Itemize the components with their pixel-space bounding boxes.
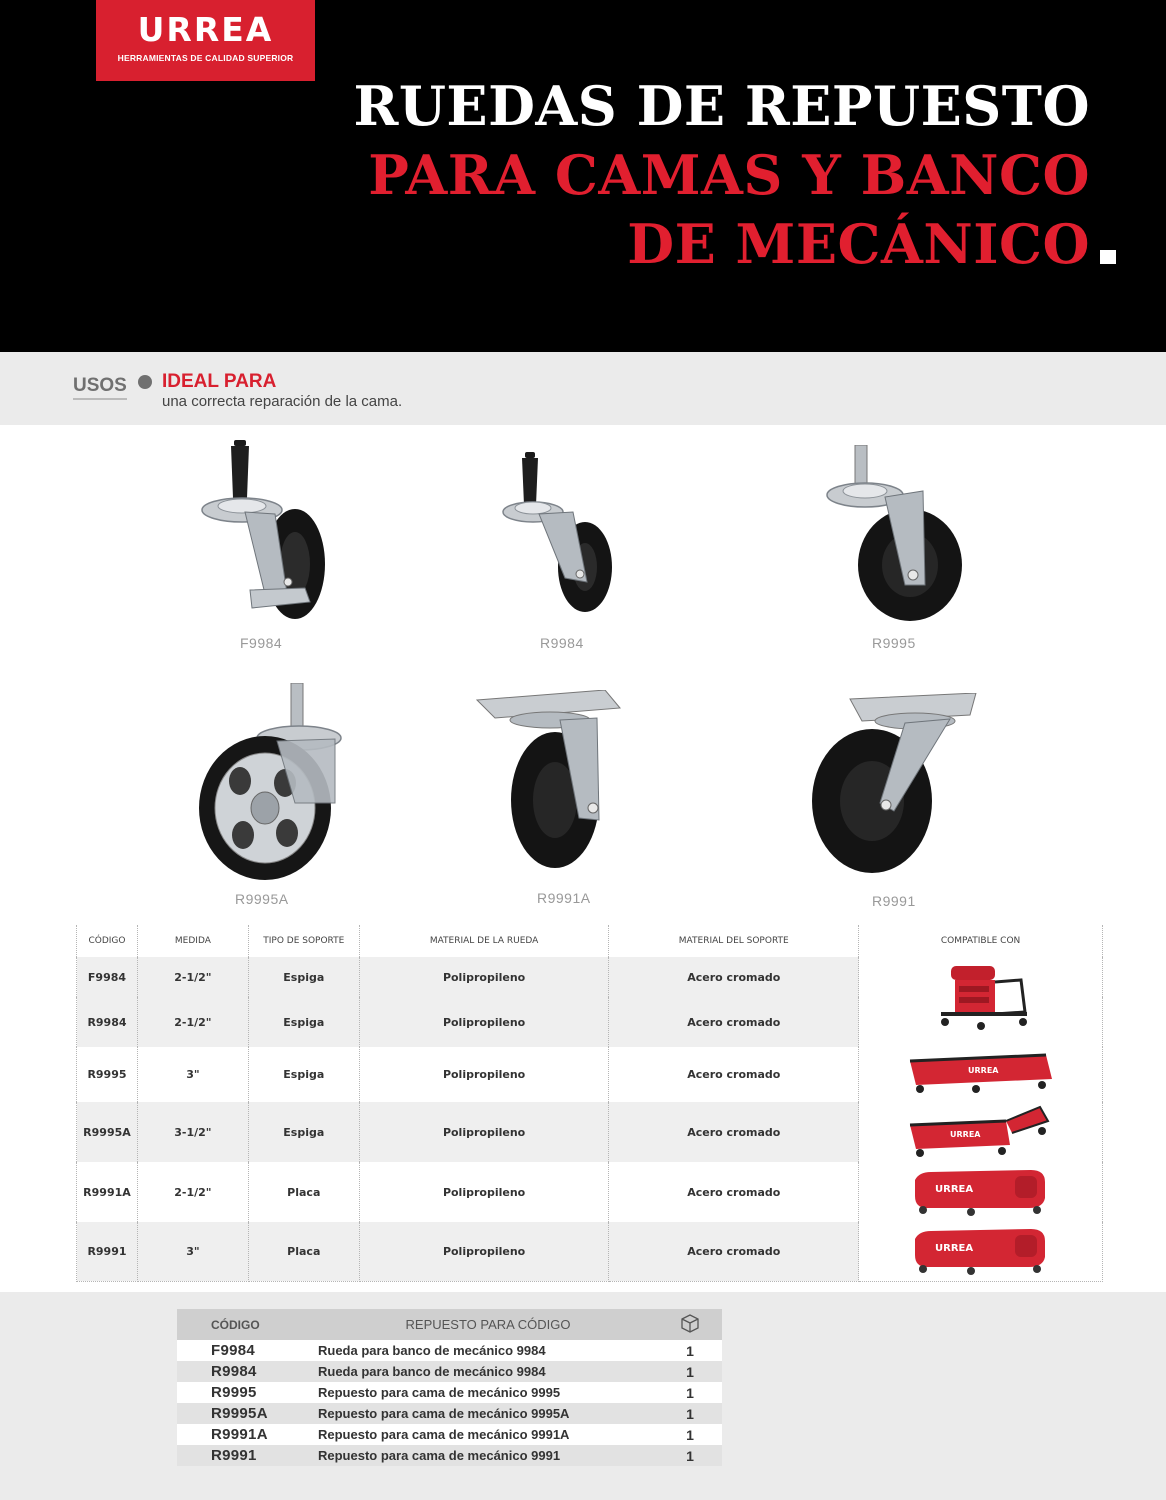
brand-logo-word: URREA	[137, 10, 274, 49]
page-title-line-1: RUEDAS DE REPUESTO	[353, 74, 1090, 138]
table-row	[77, 1102, 1103, 1162]
column-header: CÓDIGO	[77, 925, 138, 957]
page-title-line-2: PARA CAMAS Y BANCO	[368, 143, 1090, 207]
usos-title: IDEAL PARA	[162, 371, 277, 392]
mechanic-creeper-molded-icon	[911, 1166, 1051, 1216]
cell-quantity: 1	[658, 1382, 722, 1403]
product-code-label: R9995A	[235, 891, 289, 907]
cell-quantity: 1	[658, 1340, 722, 1361]
cell-support-material: Acero cromado	[609, 1047, 859, 1102]
cell-size: 2-1/2"	[137, 1162, 248, 1222]
cell-code: R9991	[77, 1222, 138, 1281]
product-card	[190, 440, 340, 655]
mechanic-creeper-icon	[906, 1049, 1056, 1097]
cell-description: Repuesto para cama de mecánico 9995A	[318, 1403, 658, 1424]
product-code-label: R9991	[872, 893, 916, 909]
cell-quantity: 1	[658, 1403, 722, 1424]
product-card	[195, 683, 355, 908]
cell-size: 2-1/2"	[137, 957, 248, 997]
cell-code: R9991A	[77, 1162, 138, 1222]
creeper-logo-text: URREA	[949, 1129, 981, 1139]
cell-compatible	[859, 1162, 1103, 1222]
cell-support-material: Acero cromado	[609, 1162, 859, 1222]
title-period-mark	[1100, 250, 1116, 264]
creeper-logo-text: URREA	[934, 1242, 973, 1254]
cell-code: R9995A	[77, 1102, 138, 1162]
creeper-logo-text: URREA	[934, 1183, 973, 1195]
product-code-label: R9995	[872, 635, 916, 651]
column-header: MATERIAL DEL SOPORTE	[609, 925, 859, 957]
cell-support: Espiga	[248, 1047, 359, 1102]
cell-support-material: Acero cromado	[609, 1222, 859, 1281]
cell-code: R9995A	[177, 1403, 318, 1424]
cell-wheel-material: Polipropileno	[359, 1102, 609, 1162]
cell-description: Rueda para banco de mecánico 9984	[318, 1361, 658, 1382]
product-card	[825, 445, 970, 655]
cell-compatible	[859, 957, 1103, 1047]
cell-description: Repuesto para cama de mecánico 9991A	[318, 1424, 658, 1445]
table-row	[177, 1403, 722, 1424]
swivel-caster-stem-icon	[825, 445, 970, 625]
column-header: COMPATIBLE CON	[859, 925, 1103, 957]
table-row	[77, 1162, 1103, 1222]
table-row	[177, 1424, 722, 1445]
brand-tagline: HERRAMIENTAS DE CALIDAD SUPERIOR	[117, 53, 294, 63]
swivel-caster-stem-icon	[495, 450, 635, 620]
cell-wheel-material: Polipropileno	[359, 1222, 609, 1281]
column-header: CÓDIGO	[177, 1309, 318, 1340]
cell-size: 3-1/2"	[137, 1102, 248, 1162]
mechanic-bench-icon	[921, 962, 1041, 1040]
product-card	[495, 450, 635, 655]
table-row	[177, 1445, 722, 1466]
usos-section	[0, 352, 1166, 425]
cell-support-material: Acero cromado	[609, 957, 859, 997]
column-header: REPUESTO PARA CÓDIGO	[318, 1309, 658, 1340]
brand-logo	[96, 0, 315, 81]
swivel-caster-plate-icon	[475, 690, 655, 870]
swivel-caster-plate-icon	[810, 693, 980, 878]
usos-label: USOS	[73, 375, 127, 400]
cell-support: Espiga	[248, 957, 359, 997]
cell-code: R9991A	[177, 1424, 318, 1445]
cell-description: Repuesto para cama de mecánico 9995	[318, 1382, 658, 1403]
mechanic-creeper-molded-icon	[911, 1225, 1051, 1275]
cell-compatible	[859, 1222, 1103, 1281]
spare-parts-table	[177, 1309, 722, 1466]
cell-compatible	[859, 1047, 1103, 1102]
cell-code: F9984	[77, 957, 138, 997]
cell-support: Espiga	[248, 997, 359, 1047]
cell-code: R9995	[77, 1047, 138, 1102]
swivel-caster-stem-brake-icon	[190, 440, 340, 620]
cell-code: R9984	[77, 997, 138, 1047]
column-header: TIPO DE SOPORTE	[248, 925, 359, 957]
cell-code: F9984	[177, 1340, 318, 1361]
cell-wheel-material: Polipropileno	[359, 1162, 609, 1222]
swivel-caster-spoked-wheel-icon	[195, 683, 355, 883]
cell-compatible	[859, 1102, 1103, 1162]
cell-quantity: 1	[658, 1361, 722, 1382]
table-row	[77, 1047, 1103, 1102]
cell-description: Repuesto para cama de mecánico 9991	[318, 1445, 658, 1466]
cell-code: R9995	[177, 1382, 318, 1403]
cell-support: Espiga	[248, 1102, 359, 1162]
usos-description: una correcta reparación de la cama.	[162, 393, 403, 410]
cell-quantity: 1	[658, 1445, 722, 1466]
header-banner	[0, 0, 1166, 352]
cell-wheel-material: Polipropileno	[359, 1047, 609, 1102]
box-icon	[680, 1313, 700, 1333]
cell-wheel-material: Polipropileno	[359, 957, 609, 997]
product-code-label: R9984	[540, 635, 584, 651]
page-title-line-3: DE MECÁNICO	[627, 212, 1090, 276]
cell-description: Rueda para banco de mecánico 9984	[318, 1340, 658, 1361]
cell-size: 3"	[137, 1222, 248, 1281]
product-card	[475, 690, 655, 908]
table-row	[77, 957, 1103, 997]
table-row	[77, 1222, 1103, 1281]
cell-size: 3"	[137, 1047, 248, 1102]
mechanic-creeper-convertible-icon	[906, 1103, 1056, 1159]
cell-wheel-material: Polipropileno	[359, 997, 609, 1047]
product-card	[810, 693, 980, 911]
column-header: MEDIDA	[137, 925, 248, 957]
cell-support-material: Acero cromado	[609, 997, 859, 1047]
spare-table-header	[177, 1309, 722, 1340]
cell-code: R9984	[177, 1361, 318, 1382]
table-row	[177, 1382, 722, 1403]
bullet-dot-icon	[138, 375, 152, 389]
column-header	[658, 1309, 722, 1340]
cell-support-material: Acero cromado	[609, 1102, 859, 1162]
table-row	[177, 1361, 722, 1382]
cell-size: 2-1/2"	[137, 997, 248, 1047]
cell-code: R9991	[177, 1445, 318, 1466]
product-code-label: F9984	[240, 635, 283, 651]
product-code-label: R9991A	[537, 890, 591, 906]
spec-table	[76, 925, 1103, 1282]
creeper-logo-text: URREA	[967, 1066, 999, 1075]
table-row	[177, 1340, 722, 1361]
spec-table-header	[77, 925, 1103, 957]
cell-support: Placa	[248, 1162, 359, 1222]
cell-support: Placa	[248, 1222, 359, 1281]
column-header: MATERIAL DE LA RUEDA	[359, 925, 609, 957]
cell-quantity: 1	[658, 1424, 722, 1445]
